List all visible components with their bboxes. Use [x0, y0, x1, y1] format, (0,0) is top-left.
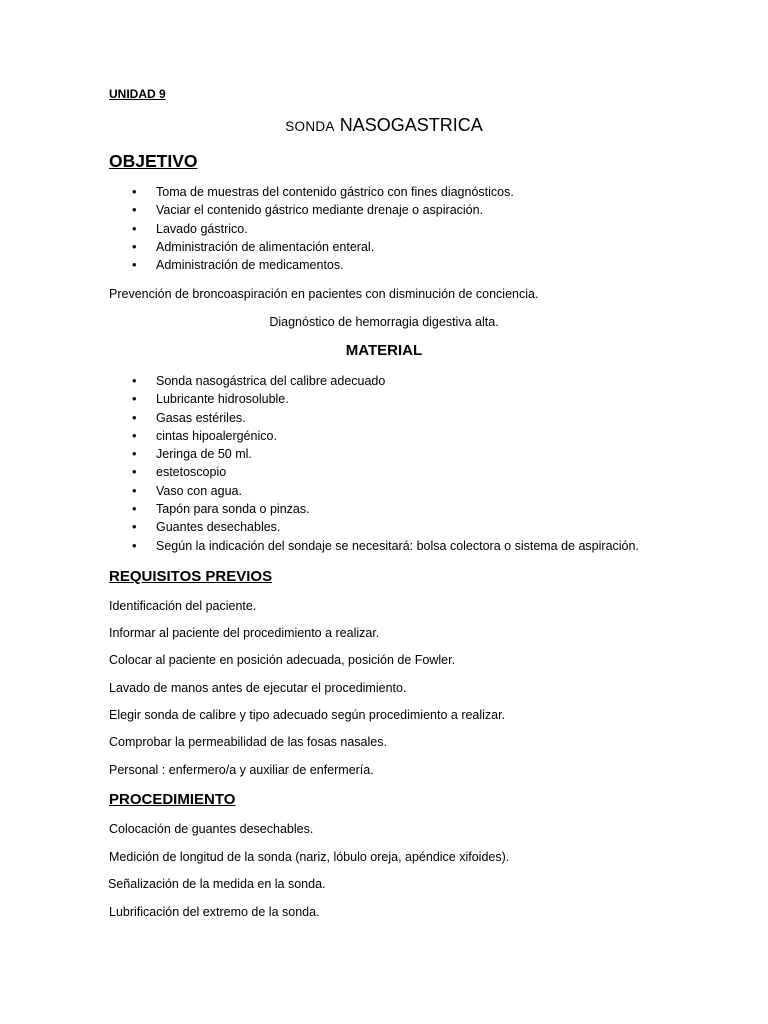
list-item: • Administración de alimentación enteral.	[132, 238, 514, 256]
procedure-line: Lubrificación del extremo de la sonda.	[109, 905, 320, 919]
list-item: • cintas hipoalergénico.	[132, 427, 639, 445]
procedure-line: Colocación de guantes desechables.	[109, 822, 314, 836]
requisite-line: Personal : enfermero/a y auxiliar de enfermería.	[109, 763, 374, 777]
bullet-icon: •	[132, 537, 137, 553]
bullet-icon: •	[132, 391, 137, 407]
bullet-icon: •	[132, 238, 137, 254]
procedure-heading: PROCEDIMIENTO	[109, 791, 236, 808]
objective-extra-line: Prevención de broncoaspiración en pacientes con disminución de conciencia.	[109, 287, 539, 301]
list-item: • Lubricante hidrosoluble.	[132, 390, 639, 408]
list-item: • Tapón para sonda o pinzas.	[132, 500, 639, 518]
bullet-icon: •	[132, 409, 137, 425]
list-item: • Administración de medicamentos.	[132, 256, 514, 274]
procedure-line: Medición de longitud de la sonda (nariz, lóbulo oreja, apéndice xifoides).	[109, 850, 510, 864]
bullet-icon: •	[132, 501, 137, 517]
requisite-line: Lavado de manos antes de ejecutar el procedimiento.	[109, 681, 407, 695]
list-item: • Guantes desechables.	[132, 518, 639, 536]
requisite-line: Comprobar la permeabilidad de las fosas nasales.	[109, 735, 387, 749]
list-item: • Vaso con agua.	[132, 482, 639, 500]
requisite-line: Colocar al paciente en posición adecuada, posición de Fowler.	[109, 653, 456, 667]
document-title	[0, 114, 768, 138]
title-main: NASOGASTRICA	[339, 115, 483, 135]
list-item: • Sonda nasogástrica del calibre adecuado	[132, 372, 639, 390]
bullet-icon: •	[132, 482, 137, 498]
list-item: • Jeringa de 50 ml.	[132, 445, 639, 463]
unit-label: UNIDAD 9	[109, 87, 166, 101]
list-item: • Toma de muestras del contenido gástrico con fines diagnósticos.	[132, 183, 514, 201]
requisite-line: Informar al paciente del procedimiento a realizar.	[109, 626, 380, 640]
bullet-icon: •	[132, 184, 137, 199]
requisites-heading: REQUISITOS PREVIOS	[109, 568, 273, 585]
title-prefix: SONDA	[285, 119, 335, 134]
objective-heading: OBJETIVO	[109, 151, 198, 171]
objective-extra-line-centered: Diagnóstico de hemorragia digestiva alta.	[269, 315, 499, 329]
bullet-icon: •	[132, 427, 137, 443]
bullet-icon: •	[132, 519, 137, 535]
list-item: • Vaciar el contenido gástrico mediante drenaje o aspiración.	[132, 201, 514, 219]
procedure-line: Señalización de la medida en la sonda.	[108, 877, 326, 891]
material-heading: MATERIAL	[345, 342, 423, 359]
list-item: • Lavado gástrico.	[132, 220, 514, 238]
list-item: • Gasas estériles.	[132, 409, 639, 427]
bullet-icon: •	[132, 257, 137, 273]
bullet-icon: •	[132, 446, 137, 462]
bullet-icon: •	[132, 373, 137, 388]
list-item: • estetoscopio	[132, 463, 639, 481]
bullet-icon: •	[132, 202, 137, 218]
material-list	[132, 372, 639, 555]
requisite-line: Identificación del paciente.	[109, 599, 257, 613]
list-item: • Según la indicación del sondaje se necesitará: bolsa colectora o sistema de aspiración.	[132, 537, 639, 555]
bullet-icon: •	[132, 464, 137, 480]
bullet-icon: •	[132, 220, 137, 236]
objective-list	[132, 183, 514, 274]
requisite-line: Elegir sonda de calibre y tipo adecuado según procedimiento a realizar.	[109, 708, 506, 722]
